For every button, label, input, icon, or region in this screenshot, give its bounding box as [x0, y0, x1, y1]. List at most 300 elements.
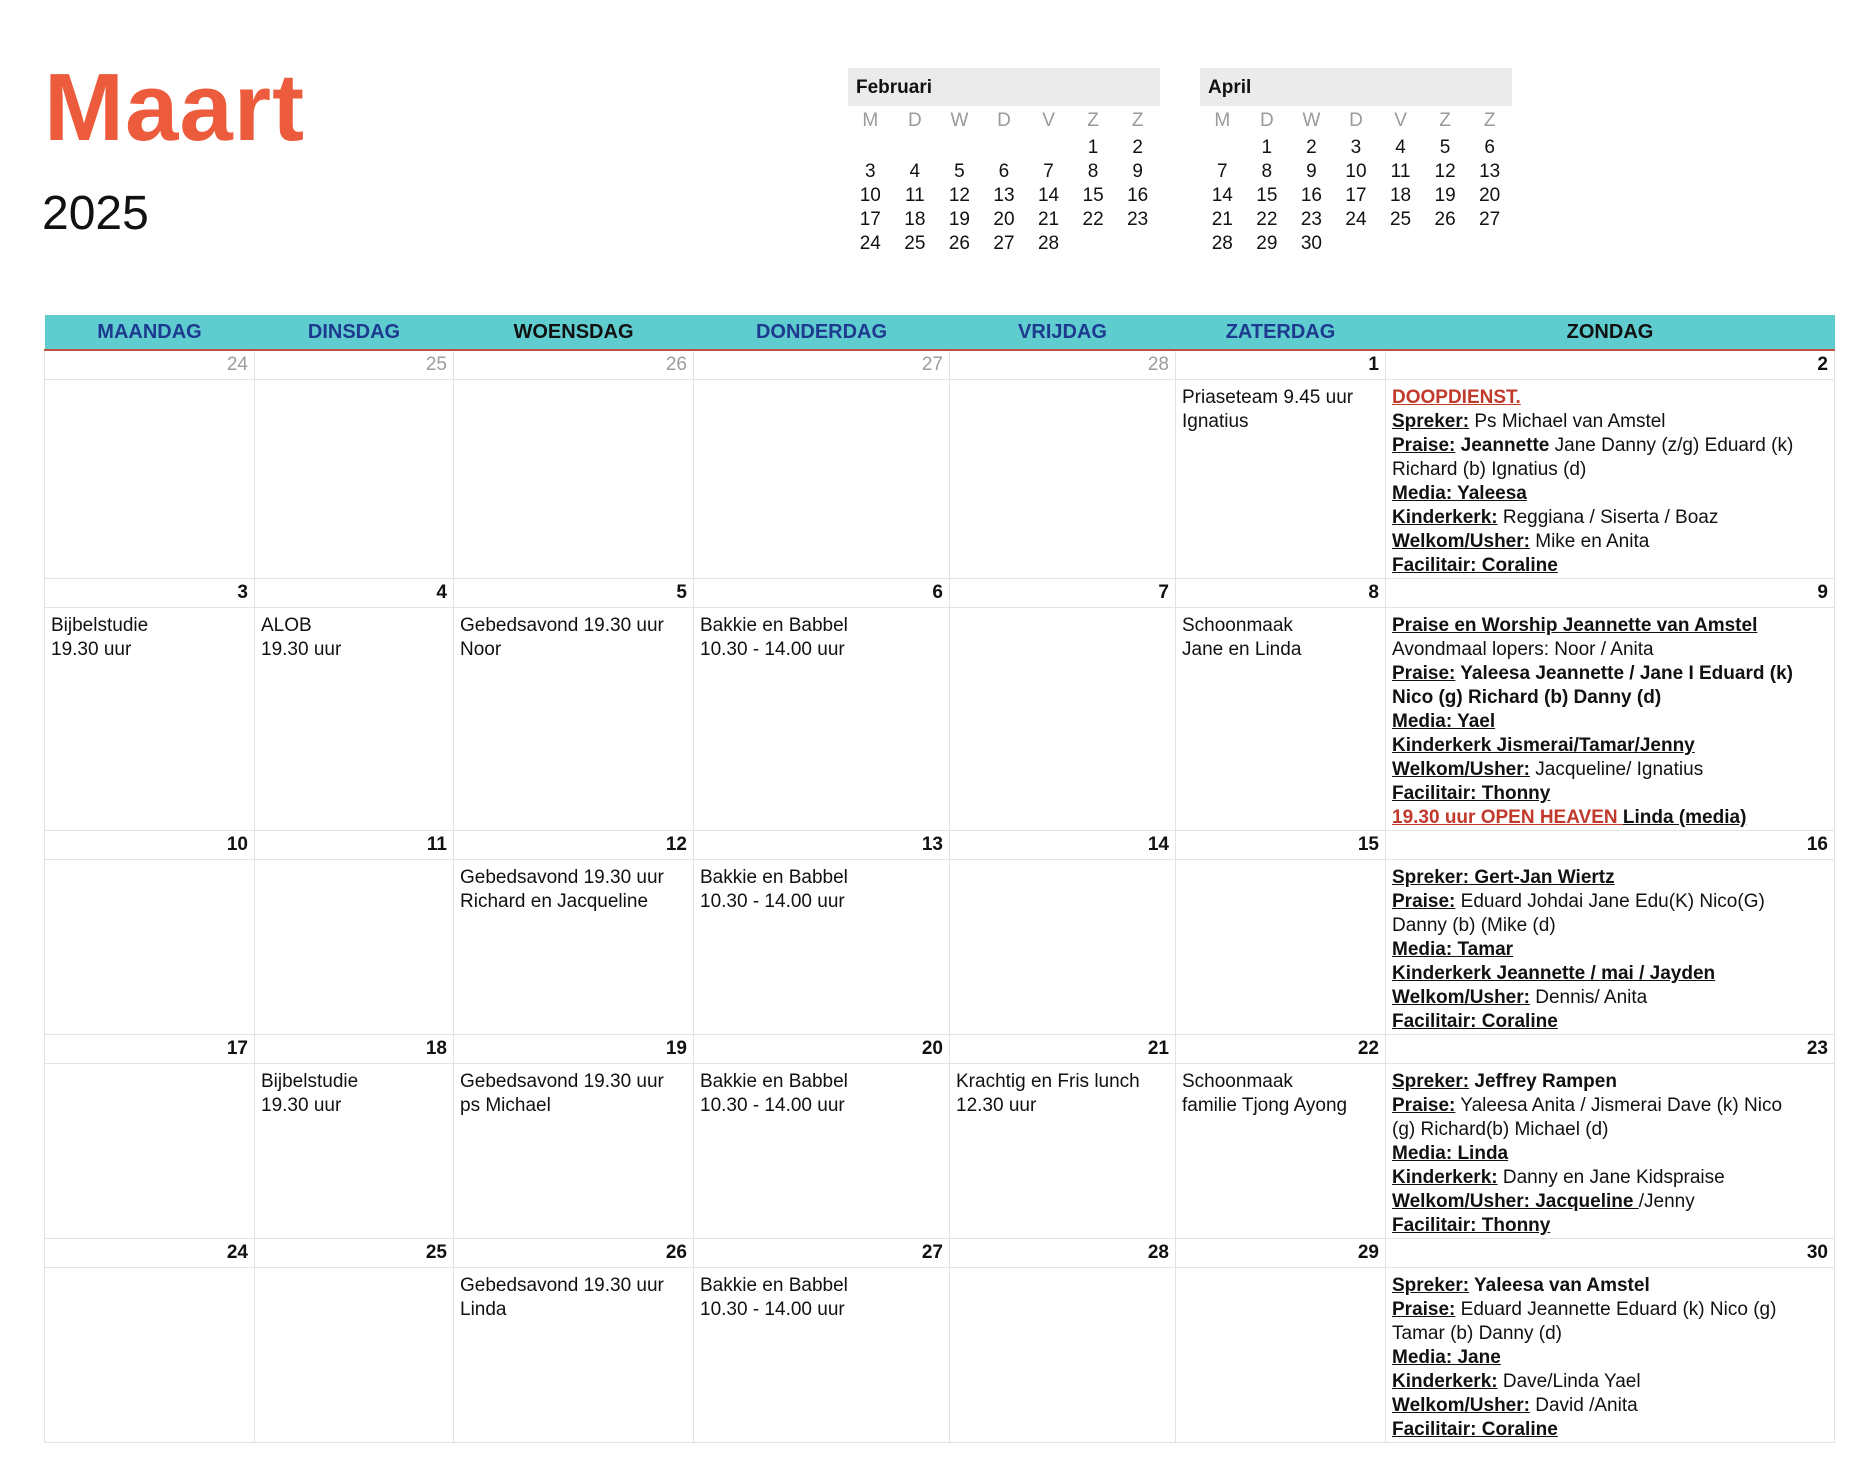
mini-day: 9	[1132, 161, 1143, 182]
sunday-line	[1392, 806, 1828, 830]
mini-day: 8	[1087, 161, 1099, 182]
day-cell	[1176, 380, 1386, 579]
sunday-text: Danny en Jane Kidspraise	[1497, 1167, 1725, 1188]
mini-day: 17	[1345, 185, 1367, 206]
day-number: 2	[1386, 350, 1835, 380]
sunday-text: Kinderkerk Jeannette / mai / Jayden	[1392, 963, 1716, 984]
sunday-line	[1392, 506, 1828, 530]
year-label: 2025	[42, 187, 149, 240]
sunday-text: Dave/Linda Yael	[1497, 1371, 1641, 1392]
day-header-zaterdag: ZATERDAG	[1176, 315, 1386, 350]
mini-dow-label: V	[1042, 110, 1055, 131]
day-header-woensdag: WOENSDAG	[454, 315, 694, 350]
mini-calendar-februari	[848, 68, 1160, 256]
sunday-text: Praise en Worship Jeannette van Amstel	[1392, 615, 1758, 636]
week-number-row	[45, 831, 1835, 860]
day-number: 24	[45, 1239, 255, 1268]
mini-week-row	[1200, 208, 1512, 232]
mini-calendar-april	[1200, 68, 1512, 256]
day-cell	[255, 608, 454, 831]
day-number: 23	[1386, 1035, 1835, 1064]
mini-day	[937, 136, 982, 160]
mini-day: 23	[1300, 209, 1322, 230]
mini-day: 12	[1434, 161, 1456, 182]
sunday-text: DOOPDIENST.	[1392, 387, 1521, 408]
sunday-text: Kinderkerk:	[1392, 1371, 1498, 1392]
mini-dow-label: Z	[1439, 110, 1451, 131]
day-number: 12	[454, 831, 694, 860]
event-line: Jane en Linda	[1182, 639, 1302, 660]
sunday-line	[1392, 1142, 1828, 1166]
sunday-line	[1392, 758, 1828, 782]
sunday-line	[1392, 782, 1828, 806]
event-line: 19.30 uur	[261, 1095, 342, 1116]
day-header-dinsdag: DINSDAG	[255, 315, 454, 350]
mini-day: 20	[993, 209, 1015, 230]
mini-day: 7	[1216, 161, 1228, 182]
day-cell	[454, 380, 694, 579]
sunday-line	[1392, 1118, 1828, 1142]
day-cell	[255, 380, 454, 579]
sunday-text: Yaleesa Anita / Jismerai Dave (k) Nico	[1455, 1095, 1783, 1116]
sunday-text: David /Anita	[1529, 1395, 1638, 1416]
day-header-maandag: MAANDAG	[45, 315, 255, 350]
mini-day	[1467, 232, 1512, 256]
event-line: Gebedsavond 19.30 uur	[460, 1275, 664, 1296]
sunday-line	[1392, 530, 1828, 554]
mini-day: 15	[1256, 185, 1278, 206]
sunday-text: Media: Tamar	[1392, 939, 1514, 960]
mini-day: 7	[1043, 161, 1054, 182]
sunday-line	[1392, 1070, 1828, 1094]
mini-day	[1200, 136, 1245, 160]
event-line: Gebedsavond 19.30 uur	[460, 867, 664, 888]
event-line: 10.30 - 14.00 uur	[700, 1095, 845, 1116]
mini-day	[893, 136, 938, 160]
week-number-row	[45, 1035, 1835, 1064]
mini-dow-label: Z	[1087, 110, 1099, 131]
sunday-line	[1392, 866, 1828, 890]
day-cell	[255, 1268, 454, 1443]
sunday-line	[1392, 1166, 1828, 1190]
mini-dow-label: W	[1302, 110, 1321, 131]
week-events-row	[45, 860, 1835, 1035]
mini-day: 6	[1484, 137, 1495, 158]
day-cell	[694, 608, 950, 831]
day-cell	[45, 1268, 255, 1443]
day-cell	[1176, 608, 1386, 831]
day-cell	[694, 860, 950, 1035]
mini-day: 12	[948, 185, 970, 206]
mini-day	[1026, 136, 1071, 160]
day-number: 10	[45, 831, 255, 860]
mini-week-row	[1200, 184, 1512, 208]
day-cell	[255, 860, 454, 1035]
mini-day: 14	[1211, 185, 1233, 206]
mini-day: 29	[1256, 233, 1278, 254]
day-cell	[950, 860, 1176, 1035]
mini-dow-row	[848, 106, 1160, 136]
sunday-line	[1392, 1370, 1828, 1394]
sunday-text: Jeffrey Rampen	[1469, 1071, 1617, 1092]
day-number: 28	[950, 1239, 1176, 1268]
sunday-text: Praise:	[1392, 435, 1456, 456]
sunday-text: Eduard Jeannette Eduard (k) Nico (g)	[1455, 1299, 1777, 1320]
sunday-text: Jane Danny (z/g) Eduard (k)	[1549, 435, 1794, 456]
event-line: Bijbelstudie	[51, 615, 149, 636]
day-number: 11	[255, 831, 454, 860]
day-header-donderdag: DONDERDAG	[694, 315, 950, 350]
mini-day: 18	[1389, 185, 1412, 206]
sunday-text: Praise:	[1392, 1299, 1456, 1320]
sunday-cell	[1386, 380, 1835, 579]
sunday-text: Spreker:	[1392, 1275, 1470, 1296]
sunday-text: (g) Richard(b) Michael (d)	[1392, 1119, 1609, 1140]
sunday-text: Facilitair: Coraline	[1392, 555, 1558, 576]
day-number: 28	[950, 350, 1176, 380]
mini-day: 14	[1037, 185, 1060, 206]
week-number-row	[45, 1239, 1835, 1268]
day-number: 5	[454, 579, 694, 608]
event-line: Ignatius	[1182, 411, 1249, 432]
event-line: 10.30 - 14.00 uur	[700, 1299, 845, 1320]
mini-week-row	[848, 232, 1160, 256]
day-number: 3	[45, 579, 255, 608]
sunday-text: Media: Linda	[1392, 1143, 1509, 1164]
event-line: Gebedsavond 19.30 uur	[460, 615, 664, 636]
sunday-line	[1392, 386, 1828, 410]
mini-day: 3	[864, 161, 876, 182]
mini-dow-label: M	[1214, 110, 1231, 131]
mini-dow-label: D	[1259, 110, 1274, 131]
mini-dow-label: D	[997, 110, 1011, 131]
sunday-text: Avondmaal lopers: Noor / Anita	[1392, 639, 1654, 660]
sunday-text: Tamar (b) Danny (d)	[1392, 1323, 1562, 1344]
mini-week-row	[1200, 160, 1512, 184]
event-line: 12.30 uur	[956, 1095, 1037, 1116]
day-cell	[1176, 860, 1386, 1035]
day-number: 13	[694, 831, 950, 860]
sunday-line	[1392, 962, 1828, 986]
day-cell	[45, 860, 255, 1035]
day-number: 27	[694, 350, 950, 380]
event-line: 10.30 - 14.00 uur	[700, 891, 845, 912]
sunday-line	[1392, 1418, 1828, 1442]
day-cell	[950, 1064, 1176, 1239]
mini-day: 28	[1037, 233, 1060, 254]
mini-week-row	[848, 208, 1160, 232]
mini-calendar-title: Februari	[848, 68, 1160, 106]
sunday-text: Yaleesa Jeannette / Jane I Eduard (k)	[1455, 663, 1793, 684]
day-number: 20	[694, 1035, 950, 1064]
sunday-line	[1392, 410, 1828, 434]
sunday-text: Kinderkerk Jismerai/Tamar/Jenny	[1392, 735, 1695, 756]
day-number: 17	[45, 1035, 255, 1064]
day-header-vrijdag: VRIJDAG	[950, 315, 1176, 350]
day-cell	[255, 1064, 454, 1239]
mini-dow-label: D	[1349, 110, 1363, 131]
sunday-text: Dennis/ Anita	[1529, 987, 1648, 1008]
event-line: Bijbelstudie	[261, 1071, 359, 1092]
mini-day	[1071, 232, 1116, 256]
mini-dow-label: W	[950, 110, 969, 131]
sunday-text: Welkom/Usher: Jacqueline	[1392, 1191, 1639, 1212]
sunday-text: Praise:	[1392, 663, 1456, 684]
mini-day: 22	[1256, 209, 1278, 230]
sunday-text: Richard (b) Ignatius (d)	[1392, 459, 1587, 480]
sunday-line	[1392, 1094, 1828, 1118]
mini-day: 25	[1389, 209, 1412, 230]
day-number: 21	[950, 1035, 1176, 1064]
sunday-text: Welkom/Usher:	[1392, 987, 1530, 1008]
sunday-text: Media: Yael	[1392, 711, 1496, 732]
sunday-text: Media: Yaleesa	[1392, 483, 1527, 504]
event-line: familie Tjong Ayong	[1182, 1095, 1348, 1116]
mini-day: 21	[1037, 209, 1060, 230]
day-header-zondag: ZONDAG	[1386, 315, 1835, 350]
mini-dow-label: D	[907, 110, 922, 131]
day-cell	[45, 608, 255, 831]
mini-calendar-title: April	[1200, 68, 1512, 106]
day-number: 9	[1386, 579, 1835, 608]
mini-day: 5	[1439, 137, 1451, 158]
sunday-line	[1392, 1346, 1828, 1370]
mini-day: 16	[1300, 185, 1322, 206]
mini-day: 23	[1127, 209, 1149, 230]
day-number: 25	[255, 1239, 454, 1268]
week-number-row	[45, 350, 1835, 380]
day-number: 15	[1176, 831, 1386, 860]
mini-dow-label: V	[1394, 110, 1407, 131]
sunday-line	[1392, 710, 1828, 734]
mini-day: 3	[1350, 137, 1362, 158]
sunday-line	[1392, 458, 1828, 482]
sunday-line	[1392, 986, 1828, 1010]
day-number: 6	[694, 579, 950, 608]
day-number: 7	[950, 579, 1176, 608]
mini-day: 17	[859, 209, 881, 230]
sunday-text: Spreker:	[1392, 411, 1470, 432]
event-line: Priaseteam 9.45 uur	[1182, 387, 1354, 408]
mini-day: 1	[1087, 137, 1099, 158]
day-cell	[694, 1268, 950, 1443]
day-cell	[45, 1064, 255, 1239]
day-cell	[45, 380, 255, 579]
mini-dow-label: Z	[1483, 110, 1496, 131]
mini-week-row	[848, 184, 1160, 208]
event-line: Bakkie en Babbel	[700, 867, 848, 888]
mini-dow-row	[1200, 106, 1512, 136]
event-line: Gebedsavond 19.30 uur	[460, 1071, 664, 1092]
day-cell	[1176, 1268, 1386, 1443]
mini-day: 1	[1261, 137, 1273, 158]
sunday-text: Spreker:	[1392, 1071, 1470, 1092]
sunday-text: Spreker: Gert-Jan Wiertz	[1392, 867, 1615, 888]
sunday-line	[1392, 914, 1828, 938]
day-number: 26	[454, 1239, 694, 1268]
day-number: 25	[255, 350, 454, 380]
day-cell	[950, 380, 1176, 579]
event-line: Krachtig en Fris lunch	[956, 1071, 1140, 1092]
day-cell	[454, 1268, 694, 1443]
sunday-text: Jacqueline/ Ignatius	[1529, 759, 1704, 780]
mini-day: 11	[904, 185, 925, 206]
sunday-text: Facilitair: Thonny	[1392, 1215, 1551, 1236]
sunday-line	[1392, 1010, 1828, 1034]
event-line: Noor	[460, 639, 502, 660]
mini-day: 30	[1300, 233, 1322, 254]
mini-day: 13	[993, 185, 1015, 206]
sunday-line	[1392, 434, 1828, 458]
sunday-text: Linda (media)	[1622, 807, 1747, 828]
mini-day	[1115, 232, 1160, 256]
sunday-text: Nico (g) Richard (b) Danny (d)	[1392, 687, 1662, 708]
mini-week-row	[848, 136, 1160, 160]
mini-day: 13	[1479, 161, 1501, 182]
mini-day: 8	[1261, 161, 1273, 182]
day-cell	[454, 1064, 694, 1239]
day-number: 26	[454, 350, 694, 380]
sunday-line	[1392, 1190, 1828, 1214]
sunday-text: Welkom/Usher:	[1392, 1395, 1530, 1416]
day-number: 18	[255, 1035, 454, 1064]
sunday-line	[1392, 554, 1828, 578]
mini-day: 21	[1211, 209, 1233, 230]
sunday-text: Danny (b) (Mike (d)	[1392, 915, 1556, 936]
mini-day: 5	[954, 161, 965, 182]
sunday-line	[1392, 1214, 1828, 1238]
mini-day	[1423, 232, 1468, 256]
mini-day: 19	[1434, 185, 1456, 206]
day-number: 22	[1176, 1035, 1386, 1064]
sunday-cell	[1386, 1268, 1835, 1443]
sunday-text: Reggiana / Siserta / Boaz	[1497, 507, 1719, 528]
mini-day: 10	[859, 185, 881, 206]
mini-week-row	[1200, 232, 1512, 256]
week-number-row	[45, 579, 1835, 608]
mini-day: 26	[948, 233, 970, 254]
sunday-text: /Jenny	[1638, 1191, 1695, 1212]
mini-day: 19	[948, 209, 970, 230]
mini-week-row	[1200, 136, 1512, 160]
day-number: 16	[1386, 831, 1835, 860]
day-cell	[950, 1268, 1176, 1443]
sunday-line	[1392, 890, 1828, 914]
day-number: 29	[1176, 1239, 1386, 1268]
sunday-text: Welkom/Usher:	[1392, 759, 1530, 780]
sunday-line	[1392, 938, 1828, 962]
mini-week-row	[848, 160, 1160, 184]
day-cell	[694, 1064, 950, 1239]
mini-day: 26	[1434, 209, 1456, 230]
month-title: Maart	[44, 54, 306, 161]
event-line: Richard en Jacqueline	[460, 891, 649, 912]
sunday-line	[1392, 1322, 1828, 1346]
mini-day	[1378, 232, 1423, 256]
mini-day: 18	[904, 209, 926, 230]
sunday-text: 19.30 uur OPEN HEAVEN	[1392, 807, 1623, 828]
sunday-cell	[1386, 608, 1835, 831]
day-number: 4	[255, 579, 454, 608]
sunday-line	[1392, 686, 1828, 710]
sunday-text: Praise:	[1392, 1095, 1456, 1116]
sunday-text: Kinderkerk:	[1392, 507, 1498, 528]
event-line: 19.30 uur	[51, 639, 132, 660]
week-events-row	[45, 1064, 1835, 1239]
mini-day: 22	[1082, 209, 1104, 230]
sunday-text: Praise:	[1392, 891, 1456, 912]
mini-day: 2	[1306, 137, 1317, 158]
event-line: Schoonmaak	[1182, 615, 1293, 636]
sunday-line	[1392, 638, 1828, 662]
day-number: 27	[694, 1239, 950, 1268]
sunday-line	[1392, 482, 1828, 506]
sunday-line	[1392, 1394, 1828, 1418]
sunday-text: Ps Michael van Amstel	[1469, 411, 1666, 432]
mini-day: 20	[1479, 185, 1501, 206]
mini-day: 11	[1390, 161, 1411, 182]
sunday-text: Facilitair: Coraline	[1392, 1419, 1558, 1440]
day-number: 24	[45, 350, 255, 380]
sunday-line	[1392, 1274, 1828, 1298]
mini-dow-label: M	[862, 110, 879, 131]
sunday-line	[1392, 1298, 1828, 1322]
event-line: Linda	[460, 1299, 507, 1320]
day-number: 19	[454, 1035, 694, 1064]
week-events-row	[45, 608, 1835, 831]
sunday-line	[1392, 614, 1828, 638]
mini-day	[848, 136, 893, 160]
event-line: 19.30 uur	[261, 639, 342, 660]
day-cell	[454, 860, 694, 1035]
sunday-text: Media: Jane	[1392, 1347, 1501, 1368]
sunday-text: Mike en Anita	[1529, 531, 1650, 552]
day-cell	[1176, 1064, 1386, 1239]
mini-day: 27	[993, 233, 1015, 254]
sunday-text: Kinderkerk:	[1392, 1167, 1498, 1188]
sunday-text: Yaleesa van Amstel	[1469, 1275, 1650, 1296]
event-line: Schoonmaak	[1182, 1071, 1293, 1092]
sunday-line	[1392, 662, 1828, 686]
mini-day	[982, 136, 1027, 160]
mini-day: 15	[1082, 185, 1104, 206]
sunday-cell	[1386, 1064, 1835, 1239]
mini-day: 24	[1345, 209, 1367, 230]
event-line: 10.30 - 14.00 uur	[700, 639, 845, 660]
week-events-row	[45, 1268, 1835, 1443]
mini-day: 25	[904, 233, 926, 254]
sunday-text: Jeannette	[1455, 435, 1550, 456]
mini-day: 4	[1395, 137, 1406, 158]
mini-day	[1334, 232, 1379, 256]
mini-day: 2	[1132, 137, 1143, 158]
mini-day: 27	[1479, 209, 1501, 230]
event-line: ALOB	[261, 615, 312, 636]
mini-dow-label: Z	[1131, 110, 1144, 131]
event-line: ps Michael	[460, 1095, 551, 1116]
sunday-cell	[1386, 860, 1835, 1035]
mini-day: 16	[1127, 185, 1149, 206]
week-events-row	[45, 380, 1835, 579]
day-cell	[694, 380, 950, 579]
sunday-text: Eduard Johdai Jane Edu(K) Nico(G)	[1455, 891, 1765, 912]
month-grid	[44, 315, 1834, 1443]
day-number: 14	[950, 831, 1176, 860]
mini-day: 28	[1211, 233, 1233, 254]
day-number: 30	[1386, 1239, 1835, 1268]
mini-day: 24	[859, 233, 881, 254]
day-number: 1	[1176, 350, 1386, 380]
